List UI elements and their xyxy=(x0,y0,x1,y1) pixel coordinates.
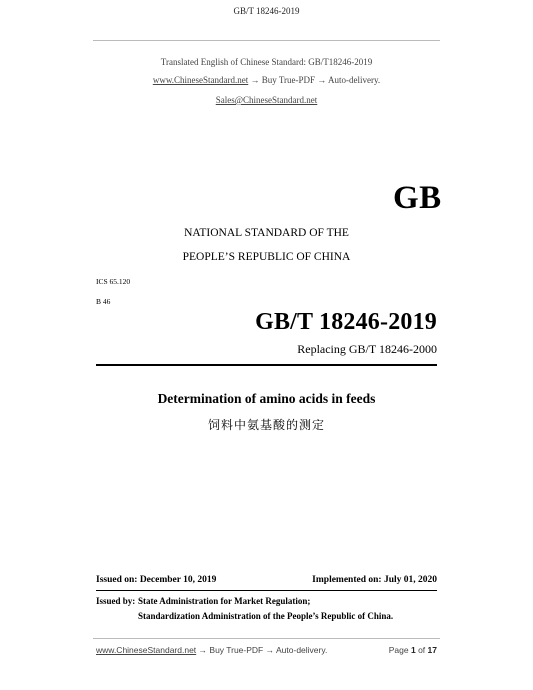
buy-banner xyxy=(0,75,533,85)
issuer-line-1: State Administration for Market Regulation; xyxy=(138,596,311,606)
dates-divider xyxy=(96,590,437,591)
footer-buy-banner xyxy=(96,645,327,655)
page-label: Page xyxy=(388,645,409,655)
implemented-on-date: Implemented on: July 01, 2020 xyxy=(312,575,437,585)
issued-by-label: Issued by: xyxy=(96,596,136,606)
site-link[interactable]: www.ChineseStandard.net xyxy=(152,75,249,85)
ccs-code: B 46 xyxy=(96,297,111,306)
footer-buy-text: → Buy True-PDF → Auto-delivery. xyxy=(196,645,328,655)
title-divider xyxy=(96,364,437,366)
page-of: of xyxy=(418,645,426,655)
translation-note: Translated English of Chinese Standard: GB/T18246-2019 xyxy=(160,57,373,67)
issuer-line-2: Standardization Administration of the People’s Republic of China. xyxy=(138,611,394,621)
page-current: 1 xyxy=(410,645,416,655)
issued-on-date: Issued on: December 10, 2019 xyxy=(96,575,217,585)
email-banner xyxy=(0,95,533,105)
header-divider xyxy=(93,40,440,41)
sales-email-link[interactable]: Sales@ChineseStandard.net xyxy=(215,95,318,105)
national-standard-line: NATIONAL STANDARD OF THE xyxy=(184,227,349,239)
page-total: 17 xyxy=(427,645,437,655)
standard-number: GB/T 18246-2019 xyxy=(255,309,437,335)
replacing-note: Replacing GB/T 18246-2000 xyxy=(297,342,437,356)
ics-code: ICS 65.120 xyxy=(96,277,131,286)
document-title-chinese: 饲料中氨基酸的测定 xyxy=(207,418,325,432)
footer-site-link[interactable]: www.ChineseStandard.net xyxy=(96,645,197,655)
gb-logo: GB xyxy=(393,180,442,216)
country-line: PEOPLE’S REPUBLIC OF CHINA xyxy=(182,251,351,263)
footer-divider xyxy=(93,638,440,639)
running-header: GB/T 18246-2019 xyxy=(233,6,300,16)
page-indicator xyxy=(389,645,437,655)
document-title-english: Determination of amino acids in feeds xyxy=(157,391,376,406)
buy-text: → Buy True-PDF → Auto-delivery. xyxy=(248,75,381,85)
